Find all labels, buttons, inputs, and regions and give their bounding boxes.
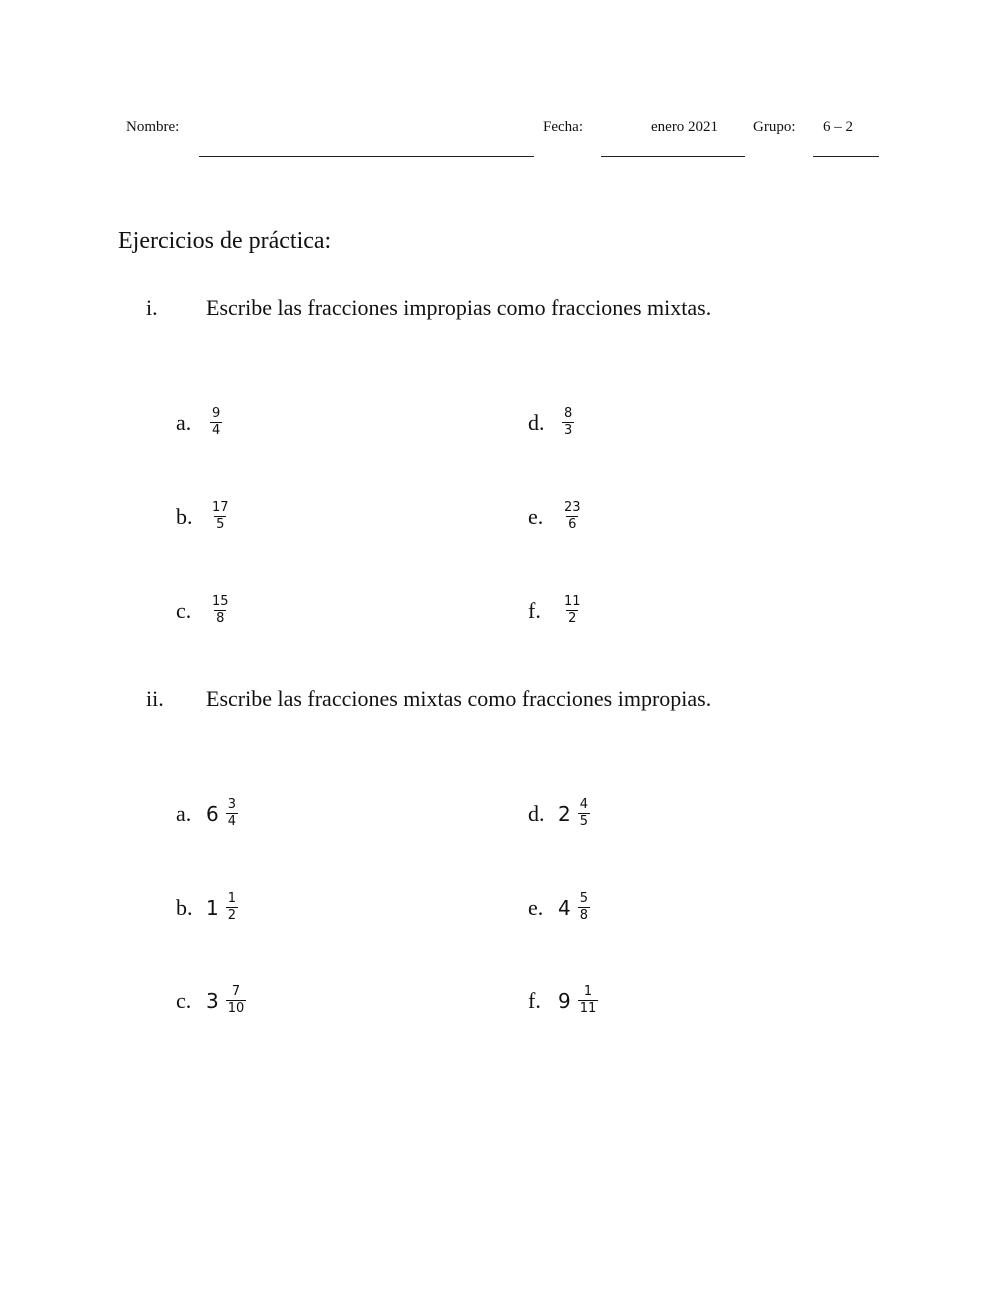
fraction (578, 892, 590, 924)
fraction (210, 595, 231, 627)
denominator: 3 (564, 423, 573, 438)
whole-number: 4 (558, 896, 571, 920)
numerator: 9 (212, 406, 221, 422)
exercise-2d (528, 789, 590, 839)
exercise-2c (176, 976, 246, 1026)
exercise-1a (176, 398, 222, 448)
denominator: 4 (227, 814, 237, 829)
exercise-1b (176, 492, 231, 542)
fraction (562, 407, 574, 439)
numerator: 1 (227, 891, 237, 907)
fraction (210, 501, 231, 533)
numerator: 5 (579, 891, 589, 907)
whole-number: 6 (206, 802, 219, 826)
group-value: 6 – 2 (823, 119, 853, 135)
item-letter: c. (176, 598, 192, 623)
numerator: 3 (227, 797, 237, 813)
item-letter: f. (528, 598, 541, 623)
numerator: 1 (583, 984, 593, 1000)
fraction (226, 798, 238, 830)
denominator: 5 (579, 814, 589, 829)
section-1-instruction: Escribe las fracciones impropias como fracciones mixtas. (206, 295, 712, 320)
item-letter: b. (176, 504, 193, 529)
numerator: 23 (564, 500, 581, 516)
fraction (562, 501, 583, 533)
page-title: Ejercicios de práctica: (118, 228, 332, 254)
group-field-line (813, 156, 879, 157)
fraction (210, 407, 222, 439)
name-field-line[interactable] (199, 156, 534, 157)
item-letter: a. (176, 410, 192, 435)
exercise-2b (176, 883, 238, 933)
denominator: 8 (216, 611, 225, 626)
denominator: 6 (568, 517, 577, 532)
fraction (226, 892, 238, 924)
item-letter: d. (528, 801, 545, 826)
exercise-1c (176, 586, 231, 636)
whole-number: 9 (558, 989, 571, 1013)
whole-number: 1 (206, 896, 219, 920)
fraction (226, 985, 247, 1017)
numerator: 4 (579, 797, 589, 813)
date-value: enero 2021 (651, 119, 719, 135)
denominator: 2 (568, 611, 577, 626)
whole-number: 2 (558, 802, 571, 826)
item-letter: e. (528, 504, 544, 529)
item-letter: b. (176, 895, 193, 920)
date-field-line (601, 156, 745, 157)
item-letter: c. (176, 988, 192, 1013)
exercise-2a (176, 789, 238, 839)
denominator: 11 (579, 1001, 597, 1016)
numerator: 11 (564, 594, 581, 610)
numerator: 17 (212, 500, 229, 516)
name-label: Nombre: (126, 119, 180, 135)
fraction (578, 985, 599, 1017)
fraction (562, 595, 583, 627)
item-letter: a. (176, 801, 192, 826)
item-letter: f. (528, 988, 541, 1013)
exercise-1d (528, 398, 574, 448)
numerator: 15 (212, 594, 229, 610)
denominator: 5 (216, 517, 225, 532)
section-1-number: i. (146, 295, 158, 320)
item-letter: e. (528, 895, 544, 920)
denominator: 10 (227, 1001, 245, 1016)
denominator: 2 (227, 908, 237, 923)
section-2-instruction: Escribe las fracciones mixtas como fracciones impropias. (206, 686, 712, 711)
whole-number: 3 (206, 989, 219, 1013)
date-label: Fecha: (543, 119, 583, 135)
denominator: 4 (212, 423, 221, 438)
exercise-2f (528, 976, 598, 1026)
item-letter: d. (528, 410, 545, 435)
exercise-1f (528, 586, 583, 636)
group-label: Grupo: (753, 119, 796, 135)
exercise-2e (528, 883, 590, 933)
exercise-1e (528, 492, 583, 542)
numerator: 7 (231, 984, 241, 1000)
fraction (578, 798, 590, 830)
numerator: 8 (564, 406, 573, 422)
denominator: 8 (579, 908, 589, 923)
section-2-number: ii. (146, 686, 164, 711)
